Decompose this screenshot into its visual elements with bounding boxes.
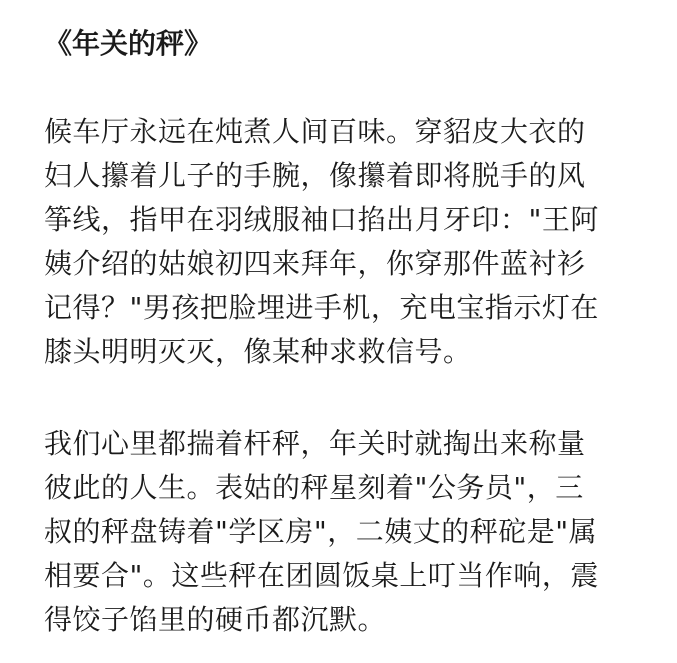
paragraph-2 — [44, 422, 599, 642]
paragraph-line: 我们心里都揣着杆秤，年关时就掏出来称量 — [44, 427, 586, 460]
article-title: 《年关的秤》 — [44, 27, 213, 60]
paragraph-line: 筝线，指甲在羽绒服袖口掐出月牙印："王阿 — [44, 203, 599, 236]
paragraph-line: 姨介绍的姑娘初四来拜年，你穿那件蓝衬衫 — [44, 247, 586, 280]
paragraph-line: 彼此的人生。表姑的秤星刻着"公务员"，三 — [44, 471, 584, 504]
paragraph-1 — [44, 110, 599, 374]
article — [44, 24, 664, 636]
paragraph-line: 相要合"。这些秤在团圆饭桌上叮当作响，震 — [44, 559, 599, 592]
paragraph-line: 得饺子馅里的硬币都沉默。 — [44, 603, 387, 636]
paragraph-line: 候车厅永远在炖煮人间百味。穿貂皮大衣的 — [44, 115, 586, 148]
paragraph-line: 叔的秤盘铸着"学区房"，二姨丈的秤砣是"属 — [44, 515, 598, 548]
paragraph-line: 膝头明明灭灭，像某种求救信号。 — [44, 335, 472, 368]
paragraph-line: 妇人攥着儿子的手腕，像攥着即将脱手的风 — [44, 159, 586, 192]
paragraph-line: 记得？"男孩把脸埋进手机，充电宝指示灯在 — [44, 291, 599, 324]
